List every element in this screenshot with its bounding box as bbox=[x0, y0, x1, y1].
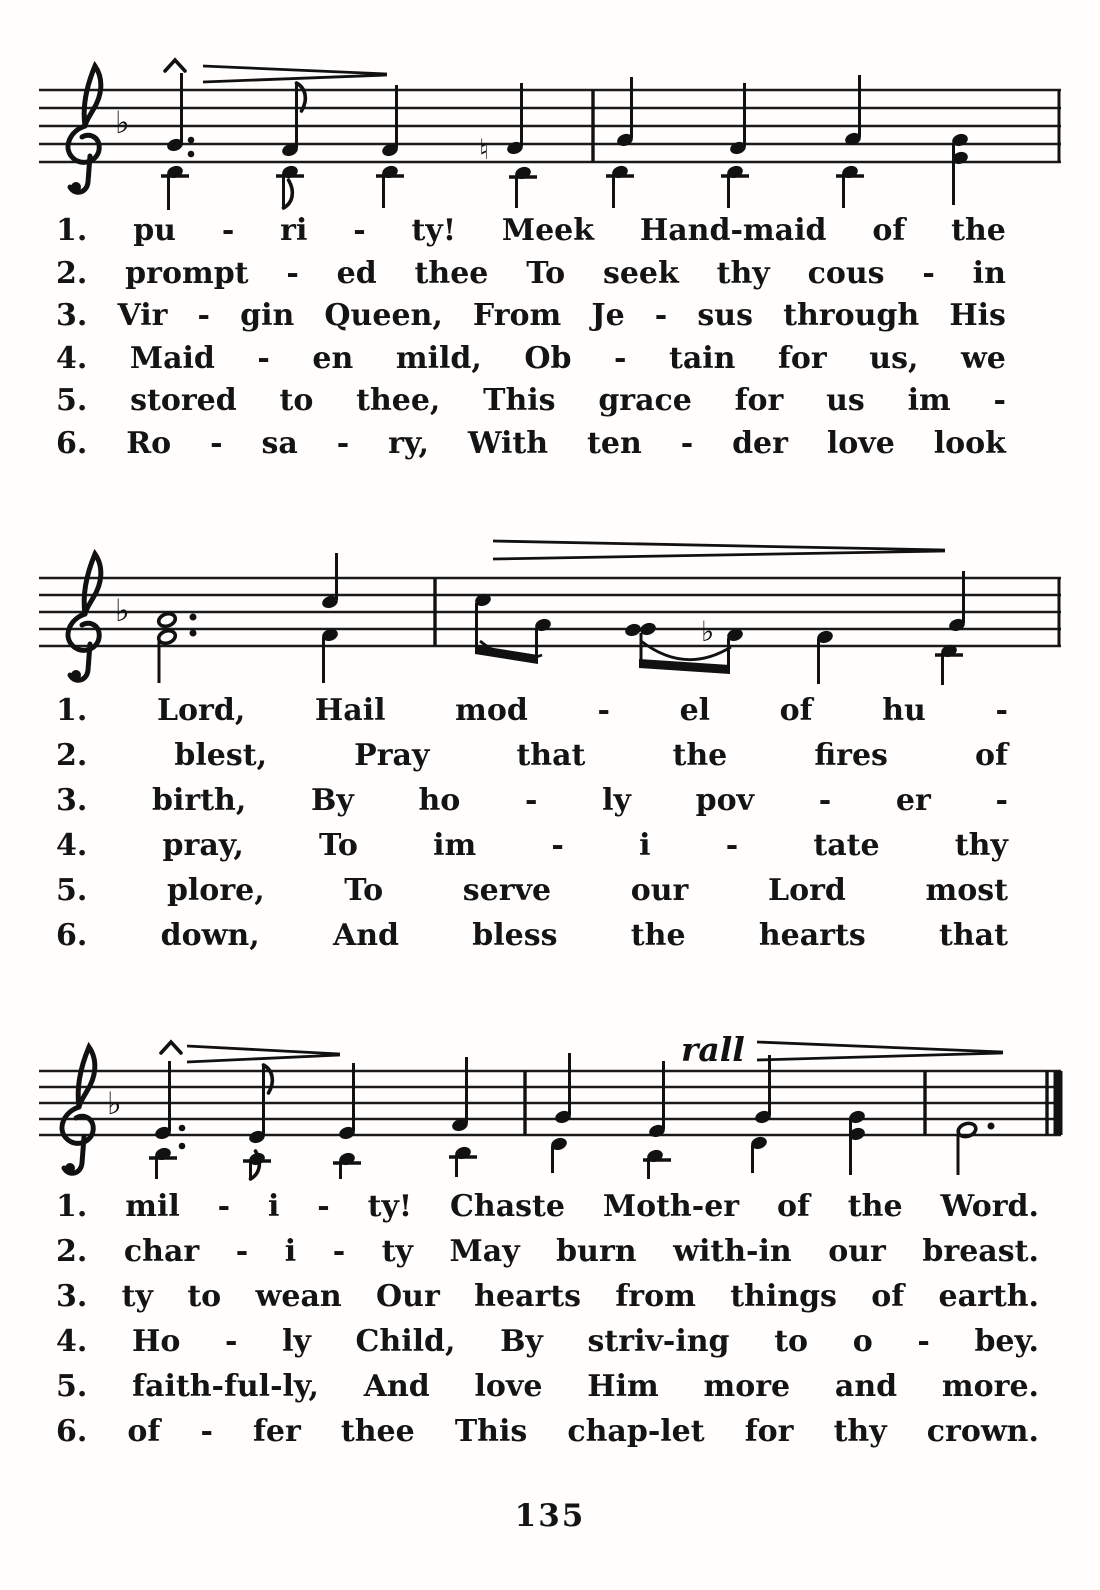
lyric-word: i bbox=[284, 1234, 297, 1269]
lyric-word: that bbox=[516, 738, 586, 773]
lyric-word: i bbox=[639, 828, 651, 863]
lyric-word: bless bbox=[472, 918, 558, 953]
verse-number: 6. bbox=[56, 425, 88, 461]
verse-number: 2. bbox=[56, 255, 88, 291]
lyric-word: things bbox=[730, 1279, 837, 1314]
staff-system-1 bbox=[35, 55, 1065, 215]
lyric-word: tate bbox=[813, 828, 880, 863]
lyric-word: of bbox=[872, 213, 906, 248]
lyric-word: ly bbox=[282, 1324, 311, 1359]
lyric-word: Lord, bbox=[156, 693, 246, 728]
lyric-word: - bbox=[286, 255, 299, 291]
lyric-word: sus bbox=[697, 298, 753, 333]
lyric-word: - bbox=[525, 783, 538, 818]
lyric-word: of bbox=[871, 1279, 905, 1314]
verse-number: 1. bbox=[56, 1189, 88, 1224]
lyric-word: der bbox=[732, 425, 788, 461]
lyric-word: hearts bbox=[474, 1279, 582, 1314]
lyric-word: ly bbox=[602, 783, 631, 818]
lyric-word: - bbox=[336, 425, 350, 461]
lyric-word: Hail bbox=[314, 693, 386, 728]
lyric-word: of bbox=[975, 738, 1008, 773]
lyric-word: burn bbox=[556, 1234, 637, 1269]
lyric-word: mild, bbox=[395, 340, 482, 376]
lyric-word: Hand-maid bbox=[639, 213, 827, 248]
lyric-word: with-in bbox=[673, 1234, 792, 1269]
lyric-word: in bbox=[972, 255, 1006, 291]
lyric-line bbox=[56, 1184, 1039, 1229]
lyric-word: - bbox=[317, 1189, 330, 1224]
treble-clef-icon bbox=[68, 554, 101, 680]
lyric-word: ty! bbox=[367, 1189, 413, 1224]
lyric-word: From bbox=[472, 298, 562, 333]
lyric-word: - bbox=[613, 340, 627, 376]
lyric-word: His bbox=[949, 298, 1006, 333]
lyric-word: - bbox=[818, 783, 832, 818]
lyric-word: - bbox=[200, 1414, 213, 1449]
lyric-word: most bbox=[925, 873, 1008, 908]
flat-icon: ♭ bbox=[701, 615, 715, 648]
lyric-word: Meek bbox=[501, 213, 595, 248]
lyric-line bbox=[56, 253, 1006, 296]
lyric-word: of bbox=[779, 693, 813, 728]
lyric-word: - bbox=[210, 425, 223, 461]
lyric-line bbox=[56, 823, 1008, 868]
lyric-word: for bbox=[744, 1414, 794, 1449]
lyric-word: - bbox=[725, 828, 739, 863]
lyric-word: en bbox=[312, 340, 354, 376]
lyric-word: - bbox=[597, 693, 610, 728]
lyric-word: - bbox=[197, 298, 210, 333]
verse-number: 5. bbox=[56, 383, 88, 418]
lyric-word: Ho bbox=[131, 1324, 181, 1359]
lyric-word: pray, bbox=[162, 828, 244, 863]
lyric-word: mil bbox=[125, 1189, 180, 1224]
lyric-line bbox=[56, 733, 1008, 778]
staff-system-2 bbox=[35, 533, 1065, 688]
lyric-word: for bbox=[778, 340, 827, 376]
lyric-word: Je bbox=[591, 298, 625, 333]
lyric-word: Him bbox=[587, 1369, 659, 1404]
lyric-word: love bbox=[474, 1369, 543, 1404]
lyric-word: thee bbox=[340, 1414, 415, 1449]
lyric-word: Maid bbox=[129, 340, 215, 376]
verse-number: 6. bbox=[56, 918, 88, 953]
lyric-word: we bbox=[960, 340, 1006, 376]
lyric-word: and bbox=[834, 1369, 898, 1404]
diminuendo-hairpin-icon bbox=[203, 66, 387, 82]
lyric-word: - bbox=[993, 383, 1006, 418]
lyric-word: striv-ing bbox=[587, 1324, 730, 1359]
verse-number: 5. bbox=[56, 1369, 88, 1404]
lyric-word: im bbox=[907, 383, 951, 418]
flat-icon: ♭ bbox=[115, 593, 130, 629]
lyric-word: ty bbox=[381, 1234, 413, 1269]
lyric-word: crown. bbox=[926, 1414, 1039, 1449]
diminuendo-hairpin-icon bbox=[757, 1042, 1003, 1060]
lyric-word: - bbox=[221, 213, 235, 248]
lyric-word: char bbox=[123, 1234, 200, 1269]
lyric-word: - bbox=[224, 1324, 238, 1359]
lyric-word: - bbox=[332, 1234, 346, 1269]
lyric-word: And bbox=[332, 918, 400, 953]
verse-number: 5. bbox=[56, 873, 88, 908]
lyric-word: Ro bbox=[126, 425, 172, 461]
lyric-line bbox=[56, 338, 1006, 381]
lyric-word: Child, bbox=[355, 1324, 456, 1359]
lyric-word: us, bbox=[869, 340, 919, 376]
verse-number: 1. bbox=[56, 213, 88, 248]
lyric-word: the bbox=[847, 1189, 903, 1224]
lyric-word: fer bbox=[252, 1414, 301, 1449]
lyric-word: prompt bbox=[125, 255, 249, 291]
lyric-word: bey. bbox=[974, 1324, 1039, 1359]
lyric-word: of bbox=[127, 1414, 161, 1449]
lyric-word: down, bbox=[160, 918, 260, 953]
lyric-word: Vir bbox=[117, 298, 168, 333]
lyric-word: By bbox=[500, 1324, 543, 1359]
lyric-word: With bbox=[467, 425, 549, 461]
lyric-word: to bbox=[187, 1279, 222, 1314]
lyric-word: thy bbox=[954, 828, 1008, 863]
lyric-word: mod bbox=[455, 693, 528, 728]
verse-number: 2. bbox=[56, 1234, 88, 1269]
verse-number: 1. bbox=[56, 693, 88, 728]
lyric-line bbox=[56, 380, 1006, 423]
treble-clef-icon bbox=[62, 1047, 95, 1173]
lyric-word: - bbox=[917, 1324, 930, 1359]
lyric-word: thy bbox=[716, 255, 770, 291]
lyric-word: - bbox=[995, 693, 1008, 728]
lyric-word: the bbox=[672, 738, 728, 773]
lyric-word: wean bbox=[255, 1279, 342, 1314]
lyric-word: look bbox=[933, 425, 1006, 461]
lyric-word: ty bbox=[121, 1279, 153, 1314]
lyric-line bbox=[56, 778, 1008, 823]
lyric-word: gin bbox=[240, 298, 295, 333]
lyric-line bbox=[56, 1409, 1039, 1454]
lyric-word: that bbox=[938, 918, 1008, 953]
lyric-word: ri bbox=[280, 213, 308, 248]
verse-number: 3. bbox=[56, 783, 88, 818]
lyric-word: more. bbox=[941, 1369, 1039, 1404]
lyric-word: To bbox=[526, 255, 566, 291]
verse-number: 4. bbox=[56, 340, 88, 376]
lyric-word: plore, bbox=[166, 873, 265, 908]
page-number: 135 bbox=[514, 1498, 586, 1534]
lyric-word: May bbox=[449, 1234, 520, 1269]
lyric-word: for bbox=[734, 383, 784, 418]
staff-lines bbox=[39, 1071, 1061, 1135]
lyric-word: the bbox=[951, 213, 1006, 248]
lyric-word: of bbox=[776, 1189, 810, 1224]
rall-label: rall bbox=[681, 1030, 745, 1069]
lyric-word: thee bbox=[414, 255, 489, 291]
lyric-word: Chaste bbox=[450, 1189, 565, 1224]
lyric-word: im bbox=[433, 828, 477, 863]
lyric-line bbox=[56, 423, 1006, 466]
lyric-word: blest, bbox=[174, 738, 268, 773]
lyric-word: grace bbox=[598, 383, 692, 418]
lyric-word: - bbox=[551, 828, 564, 863]
lyric-word: To bbox=[344, 873, 384, 908]
lyric-word: Pray bbox=[354, 738, 430, 773]
staff-system-3 bbox=[35, 1013, 1065, 1183]
verse-block-3 bbox=[56, 1184, 1039, 1454]
lyric-word: To bbox=[318, 828, 358, 863]
verse-number: 2. bbox=[56, 738, 88, 773]
lyric-word: - bbox=[680, 425, 694, 461]
lyric-word: pu bbox=[133, 213, 176, 248]
lyric-word: fires bbox=[814, 738, 888, 773]
lyric-word: i bbox=[268, 1189, 280, 1224]
flat-icon: ♭ bbox=[115, 105, 130, 141]
lyric-word: pov bbox=[695, 783, 755, 818]
lyric-word: more bbox=[703, 1369, 791, 1404]
lyric-line bbox=[56, 1319, 1039, 1364]
lyric-word: And bbox=[363, 1369, 430, 1404]
lyric-word: o bbox=[852, 1324, 873, 1359]
natural-icon: ♮ bbox=[479, 133, 490, 166]
lyric-word: er bbox=[895, 783, 931, 818]
lyric-word: Ob bbox=[524, 340, 572, 376]
lyric-word: to bbox=[279, 383, 314, 418]
lyric-word: us bbox=[826, 383, 865, 418]
lyric-word: ed bbox=[336, 255, 377, 291]
lyric-word: seek bbox=[602, 255, 679, 291]
verse-block-2 bbox=[56, 688, 1008, 958]
lyric-word: thee, bbox=[356, 383, 441, 418]
lyric-word: tain bbox=[668, 340, 736, 376]
lyric-word: earth. bbox=[938, 1279, 1039, 1314]
lyric-word: Our bbox=[376, 1279, 440, 1314]
lyric-word: - bbox=[353, 213, 366, 248]
lyric-word: This bbox=[483, 383, 556, 418]
lyric-word: - bbox=[235, 1234, 249, 1269]
lyric-line bbox=[56, 868, 1008, 913]
lyric-line bbox=[56, 688, 1008, 733]
verse-number: 3. bbox=[56, 298, 88, 333]
treble-clef-icon bbox=[68, 66, 101, 192]
lyric-word: el bbox=[679, 693, 711, 728]
lyric-word: hu bbox=[882, 693, 926, 728]
lyric-word: ten bbox=[587, 425, 642, 461]
verse-number: 4. bbox=[56, 1324, 88, 1359]
verse-number: 6. bbox=[56, 1414, 88, 1449]
lyric-line bbox=[56, 1274, 1039, 1319]
accent-icon bbox=[161, 1042, 181, 1053]
lyric-word: our bbox=[828, 1234, 886, 1269]
lyric-line bbox=[56, 210, 1006, 253]
accent-icon bbox=[165, 60, 185, 71]
lyric-word: cous bbox=[807, 255, 885, 291]
lyric-word: Moth-er bbox=[602, 1189, 740, 1224]
notes-layer bbox=[157, 553, 966, 685]
lyric-word: - bbox=[257, 340, 270, 376]
lyric-word: birth, bbox=[152, 783, 247, 818]
lyric-word: ty! bbox=[411, 213, 456, 248]
lyric-word: sa bbox=[261, 425, 298, 461]
lyric-word: Lord bbox=[767, 873, 846, 908]
lyric-word: from bbox=[615, 1279, 696, 1314]
lyric-word: love bbox=[826, 425, 895, 461]
lyric-word: through bbox=[783, 298, 920, 333]
lyric-word: stored bbox=[130, 383, 237, 418]
lyric-word: - bbox=[654, 298, 668, 333]
diminuendo-hairpin-icon bbox=[493, 541, 945, 559]
lyric-word: serve bbox=[462, 873, 552, 908]
lyric-word: breast. bbox=[922, 1234, 1039, 1269]
lyric-word: - bbox=[217, 1189, 231, 1224]
lyric-word: By bbox=[311, 783, 354, 818]
lyric-word: faith-ful-ly, bbox=[132, 1369, 319, 1404]
lyric-word: - bbox=[995, 783, 1008, 818]
lyric-word: our bbox=[630, 873, 689, 908]
lyric-word: ho bbox=[418, 783, 461, 818]
verse-block-1 bbox=[56, 210, 1006, 465]
lyric-word: to bbox=[774, 1324, 809, 1359]
lyric-line bbox=[56, 1229, 1039, 1274]
flat-icon: ♭ bbox=[107, 1086, 122, 1122]
lyric-word: thy bbox=[833, 1414, 887, 1449]
lyric-line bbox=[56, 913, 1008, 958]
verse-number: 3. bbox=[56, 1279, 88, 1314]
diminuendo-hairpin-icon bbox=[187, 1046, 340, 1062]
notes-layer bbox=[161, 73, 969, 210]
lyric-word: the bbox=[630, 918, 686, 953]
lyric-word: Queen, bbox=[324, 298, 443, 333]
lyric-line bbox=[56, 1364, 1039, 1409]
lyric-word: hearts bbox=[758, 918, 866, 953]
lyric-word: Word. bbox=[940, 1189, 1039, 1224]
lyric-word: ry, bbox=[388, 425, 429, 461]
lyric-word: chap-let bbox=[567, 1414, 705, 1449]
lyric-line bbox=[56, 295, 1006, 338]
verse-number: 4. bbox=[56, 828, 88, 863]
lyric-word: - bbox=[922, 255, 935, 291]
lyric-word: This bbox=[454, 1414, 528, 1449]
